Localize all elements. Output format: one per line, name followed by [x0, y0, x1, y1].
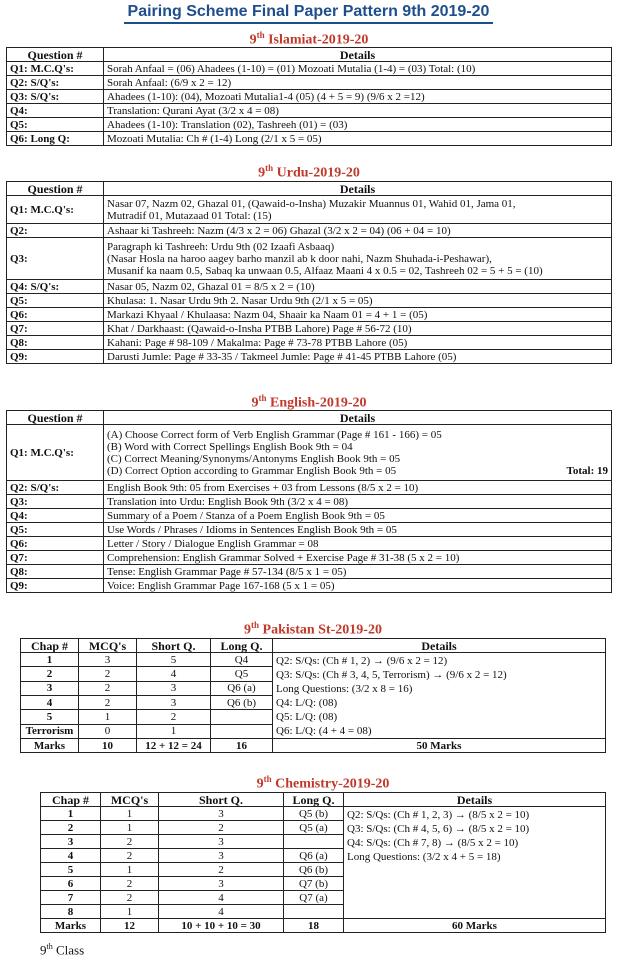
chemistry-header-short: Short Q.: [159, 793, 284, 807]
pakistan-short-cell: 1: [137, 724, 211, 738]
pakistan-short-cell: 3: [137, 681, 211, 695]
english-q9-details: Voice: English Grammar Page 167-168 (5 x 1 = 05): [104, 579, 612, 593]
chemistry-long-cell: [284, 835, 344, 849]
urdu-q2: Q2:: [7, 224, 104, 238]
pakistan-mcq-cell: 2: [79, 695, 137, 709]
chemistry-mcq-cell: 1: [101, 821, 159, 835]
islamiat-header-details: Details: [104, 48, 612, 62]
islamiat-q5: Q5:: [7, 118, 104, 132]
pakistan-short-cell: 3: [137, 695, 211, 709]
urdu-q1-line-1: Nasar 07, Nazm 02, Ghazal 01, (Qawaid-o-Insha) Muzakir Muannus 01, Wahid 01, Jama 01,: [107, 197, 516, 210]
islamiat-title: [6, 30, 612, 49]
urdu-q5: Q5:: [7, 294, 104, 308]
chemistry-details-cell: [344, 807, 606, 919]
urdu-q7-details: Khat / Darkhaast: (Qawaid-o-Insha PTBB Lahore) Page # 56-72 (10): [104, 322, 612, 336]
chemistry-chap-cell: 6: [41, 877, 101, 891]
chemistry-long-cell: Q6 (a): [284, 849, 344, 863]
pakistan-chap-cell: 3: [21, 681, 79, 695]
urdu-title-sup: th: [265, 163, 274, 173]
pakistan-title: [20, 620, 606, 639]
english-q1-line-b: (B) Word with Correct Spellings English Book 9th = 04: [107, 440, 353, 453]
islamiat-table: [6, 47, 612, 146]
chemistry-mcq-cell: 1: [101, 807, 159, 821]
chemistry-marks-mcq: 12: [101, 919, 159, 933]
pakistan-short-cell: 4: [137, 667, 211, 681]
urdu-q3-line-2: (Nasar Hosla na haroo aagey barho manzil ab k door nahi, Nazm Shuhada-i-Peshawar),: [107, 252, 492, 265]
english-title: [6, 393, 612, 412]
chemistry-short-cell: 2: [159, 863, 284, 877]
urdu-q1-details: [104, 196, 612, 224]
chemistry-chap-cell: 7: [41, 891, 101, 905]
pakistan-marks-total: 50 Marks: [273, 739, 606, 753]
english-q2-details: English Book 9th: 05 from Exercises + 03 from Lessons (8/5 x 2 = 10): [104, 481, 612, 495]
chemistry-title-sup: th: [263, 774, 272, 784]
english-q7: Q7:: [7, 551, 104, 565]
english-q1-line-d-text: (D) Correct Option according to Grammar English Book 9th = 05: [107, 464, 397, 477]
urdu-q1: Q1: M.C.Q's:: [7, 196, 104, 224]
pakistan-table: [20, 638, 606, 753]
english-q7-details: Comprehension: English Grammar Solved + Exercise Page # 31-38 (5 x 2 = 10): [104, 551, 612, 565]
footer-sup: th: [46, 942, 53, 951]
pakistan-mcq-cell: 1: [79, 710, 137, 724]
pakistan-detail-line: Long Questions: (3/2 x 8 = 16): [276, 683, 413, 695]
urdu-q3-details: [104, 238, 612, 280]
pakistan-mcq-cell: 2: [79, 681, 137, 695]
pakistan-short-cell: 5: [137, 653, 211, 667]
english-q2: Q2: S/Q's:: [7, 481, 104, 495]
english-q8: Q8:: [7, 565, 104, 579]
chemistry-short-cell: 4: [159, 905, 284, 919]
chemistry-marks-long: 18: [284, 919, 344, 933]
english-q1-line-a: (A) Choose Correct form of Verb English Grammar (Page # 161 - 166) = 05: [107, 428, 442, 441]
urdu-q9-details: Darusti Jumle: Page # 33-35 / Takmeel Jumle: Page # 41-45 PTBB Lahore (05): [104, 350, 612, 364]
chemistry-chap-cell: 5: [41, 863, 101, 877]
pakistan-chap-cell: 2: [21, 667, 79, 681]
pakistan-chap-cell: 1: [21, 653, 79, 667]
chemistry-chap-cell: 8: [41, 905, 101, 919]
chemistry-short-cell: 4: [159, 891, 284, 905]
english-q9: Q9:: [7, 579, 104, 593]
urdu-q8-details: Kahani: Page # 98-109 / Makalma: Page # 73-78 PTBB Lahore (05): [104, 336, 612, 350]
chemistry-long-cell: Q5 (b): [284, 807, 344, 821]
islamiat-q5-details: Ahadees (1-10): Translation (02), Tashreeh (01) = (03): [104, 118, 612, 132]
chemistry-header-long: Long Q.: [284, 793, 344, 807]
islamiat-header-question: Question #: [7, 48, 104, 62]
chemistry-table: [40, 792, 606, 933]
pakistan-long-cell: Q5: [211, 667, 273, 681]
urdu-q9: Q9:: [7, 350, 104, 364]
chemistry-detail-line: Long Questions: (3/2 x 4 + 5 = 18): [347, 851, 501, 863]
pakistan-long-cell: [211, 710, 273, 724]
page-title-text: Pairing Scheme Final Paper Pattern 9th 2019-20: [124, 3, 494, 24]
english-q1: Q1: M.C.Q's:: [7, 425, 104, 481]
chemistry-chap-cell: 2: [41, 821, 101, 835]
pakistan-marks-mcq: 10: [79, 739, 137, 753]
english-title-sup: th: [258, 393, 267, 403]
english-q6-details: Letter / Story / Dialogue English Grammar = 08: [104, 537, 612, 551]
islamiat-q1-details: Sorah Anfaal = (06) Ahadees (1-10) = (01) Mozoati Mutalia (1-4) = (03) Total: (10): [104, 62, 612, 76]
pakistan-header-chap: Chap #: [21, 639, 79, 653]
pakistan-long-cell: Q6 (b): [211, 695, 273, 709]
pakistan-header-mcqs: MCQ's: [79, 639, 137, 653]
urdu-q3: Q3:: [7, 238, 104, 280]
chemistry-short-cell: 3: [159, 835, 284, 849]
footer-num: 9: [40, 942, 47, 958]
islamiat-q1: Q1: M.C.Q's:: [7, 62, 104, 76]
pakistan-marks-short: 12 + 12 = 24: [137, 739, 211, 753]
chemistry-long-cell: Q7 (b): [284, 877, 344, 891]
pakistan-title-sup: th: [251, 620, 260, 630]
english-header-details: Details: [104, 411, 612, 425]
english-header-question: Question #: [7, 411, 104, 425]
urdu-q3-line-3: Musanif ka naam 0.5, Sabaq ka unwaan 0.5, Alfaaz Maani 4 x 0.5 = 02, Tashreeh 02 = 5 + 5 = (10): [107, 264, 543, 277]
urdu-q6: Q6:: [7, 308, 104, 322]
pakistan-mcq-cell: 2: [79, 667, 137, 681]
pakistan-short-cell: 2: [137, 710, 211, 724]
chemistry-short-cell: 3: [159, 877, 284, 891]
chemistry-short-cell: 3: [159, 849, 284, 863]
pakistan-marks-label: Marks: [21, 739, 79, 753]
english-q5: Q5:: [7, 523, 104, 537]
english-table: [6, 410, 612, 593]
english-q5-details: Use Words / Phrases / Idioms in Sentences English Book 9th = 05: [104, 523, 612, 537]
islamiat-q2: Q2: S/Q's:: [7, 76, 104, 90]
pakistan-mcq-cell: 3: [79, 653, 137, 667]
chemistry-chap-cell: 3: [41, 835, 101, 849]
english-q3-details: Translation into Urdu: English Book 9th (3/2 x 4 = 08): [104, 495, 612, 509]
pakistan-chap-cell: Terrorism: [21, 724, 79, 738]
pakistan-marks-row: [21, 739, 606, 753]
pakistan-mcq-cell: 0: [79, 724, 137, 738]
pakistan-detail-line: Q2: S/Qs: (Ch # 1, 2) → (9/6 x 2 = 12): [276, 655, 448, 667]
footer-text: Class: [52, 942, 85, 958]
chemistry-header-mcqs: MCQ's: [101, 793, 159, 807]
pakistan-header-short: Short Q.: [137, 639, 211, 653]
pakistan-header-details: Details: [273, 639, 606, 653]
chemistry-mcq-cell: 1: [101, 863, 159, 877]
chemistry-marks-label: Marks: [41, 919, 101, 933]
class-footer: [40, 942, 84, 958]
pakistan-long-cell: Q6 (a): [211, 681, 273, 695]
english-q1-total: Total: 19: [566, 464, 608, 477]
english-q1-line-d: [107, 465, 608, 477]
pakistan-title-num: 9: [244, 622, 252, 638]
chemistry-marks-total: 60 Marks: [344, 919, 606, 933]
chemistry-short-cell: 2: [159, 821, 284, 835]
islamiat-q4: Q4:: [7, 104, 104, 118]
islamiat-title-sup: th: [256, 30, 265, 40]
islamiat-q3: Q3: S/Q's:: [7, 90, 104, 104]
pakistan-header-long: Long Q.: [211, 639, 273, 653]
urdu-header-details: Details: [104, 182, 612, 196]
chemistry-marks-short: 10 + 10 + 10 = 30: [159, 919, 284, 933]
chemistry-title-text: Chemistry-2019-20: [271, 776, 390, 792]
islamiat-q4-details: Translation: Qurani Ayat (3/2 x 4 = 08): [104, 104, 612, 118]
pakistan-detail-line: Q3: S/Qs: (Ch # 3, 4, 5, Terrorism) → (9/6 x 2 = 12): [276, 669, 507, 681]
chemistry-title-num: 9: [256, 776, 264, 792]
urdu-q8: Q8:: [7, 336, 104, 350]
english-q3: Q3:: [7, 495, 104, 509]
chemistry-mcq-cell: 2: [101, 891, 159, 905]
pakistan-detail-line: Q5: L/Q: (08): [276, 711, 338, 723]
islamiat-title-text: Islamiat-2019-20: [264, 32, 369, 48]
chemistry-detail-line: Q2: S/Qs: (Ch # 1, 2, 3) → (8/5 x 2 = 10): [347, 809, 530, 821]
urdu-q5-details: Khulasa: 1. Nasar Urdu 9th 2. Nasar Urdu 9th (2/1 x 5 = 05): [104, 294, 612, 308]
chemistry-header-chap: Chap #: [41, 793, 101, 807]
urdu-q7: Q7:: [7, 322, 104, 336]
pakistan-title-text: Pakistan St-2019-20: [259, 622, 382, 638]
chemistry-mcq-cell: 1: [101, 905, 159, 919]
islamiat-q3-details: Ahadees (1-10): (04), Mozoati Mutalia1-4 (05) (4 + 5 = 9) (9/6 x 2 =12): [104, 90, 612, 104]
chemistry-mcq-cell: 2: [101, 835, 159, 849]
urdu-title-text: Urdu-2019-20: [273, 165, 360, 181]
pakistan-long-cell: Q4: [211, 653, 273, 667]
english-q8-details: Tense: English Grammar Page # 57-134 (8/5 x 1 = 05): [104, 565, 612, 579]
english-q4-details: Summary of a Poem / Stanza of a Poem English Book 9th = 05: [104, 509, 612, 523]
urdu-q6-details: Markazi Khyaal / Khulaasa: Nazm 04, Shaair ka Naam 01 = 4 + 1 = (05): [104, 308, 612, 322]
urdu-q4: Q4: S/Q's:: [7, 280, 104, 294]
pakistan-chap-cell: 5: [21, 710, 79, 724]
chemistry-detail-line: Q3: S/Qs: (Ch # 4, 5, 6) → (8/5 x 2 = 10): [347, 823, 530, 835]
english-title-text: English-2019-20: [266, 395, 367, 411]
chemistry-long-cell: Q5 (a): [284, 821, 344, 835]
chemistry-mcq-cell: 2: [101, 877, 159, 891]
pakistan-long-cell: [211, 724, 273, 738]
urdu-title: [6, 163, 612, 182]
chemistry-chap-cell: 1: [41, 807, 101, 821]
page-title: [0, 3, 617, 24]
english-q1-details: [104, 425, 612, 481]
urdu-title-num: 9: [258, 165, 266, 181]
islamiat-q2-details: Sorah Anfaal: (6/9 x 2 = 12): [104, 76, 612, 90]
pakistan-chap-cell: 4: [21, 695, 79, 709]
chemistry-detail-line: Q4: S/Qs: (Ch # 7, 8) → (8/5 x 2 = 10): [347, 837, 519, 849]
pakistan-detail-line: Q6: L/Q: (4 + 4 = 08): [276, 725, 372, 737]
urdu-table: [6, 181, 612, 364]
chemistry-header-details: Details: [344, 793, 606, 807]
pakistan-marks-long: 16: [211, 739, 273, 753]
pakistan-details-cell: [273, 653, 606, 739]
chemistry-long-cell: Q7 (a): [284, 891, 344, 905]
islamiat-q6-details: Mozoati Mutalia: Ch # (1-4) Long (2/1 x 5 = 05): [104, 132, 612, 146]
islamiat-q6: Q6: Long Q:: [7, 132, 104, 146]
english-q4: Q4:: [7, 509, 104, 523]
islamiat-title-num: 9: [249, 32, 257, 48]
chemistry-short-cell: 3: [159, 807, 284, 821]
urdu-q1-line-2: Mutradif 01, Mutazaad 01 Total: (15): [107, 209, 272, 222]
english-title-num: 9: [251, 395, 259, 411]
english-q1-line-c: (C) Correct Meaning/Synonyms/Antonyms English Book 9th = 05: [107, 452, 401, 465]
chemistry-marks-row: [41, 919, 606, 933]
urdu-q2-details: Ashaar ki Tashreeh: Nazm (4/3 x 2 = 06) Ghazal (3/2 x 2 = 04) (06 + 04 = 10): [104, 224, 612, 238]
english-q6: Q6:: [7, 537, 104, 551]
chemistry-chap-cell: 4: [41, 849, 101, 863]
urdu-q4-details: Nasar 05, Nazm 02, Ghazal 01 = 8/5 x 2 = (10): [104, 280, 612, 294]
chemistry-long-cell: [284, 905, 344, 919]
chemistry-title: [40, 774, 606, 793]
chemistry-long-cell: Q6 (b): [284, 863, 344, 877]
urdu-q3-line-1: Paragraph ki Tashreeh: Urdu 9th (02 Izaafi Asbaaq): [107, 240, 335, 253]
chemistry-mcq-cell: 2: [101, 849, 159, 863]
urdu-header-question: Question #: [7, 182, 104, 196]
pakistan-detail-line: Q4: L/Q: (08): [276, 697, 338, 709]
